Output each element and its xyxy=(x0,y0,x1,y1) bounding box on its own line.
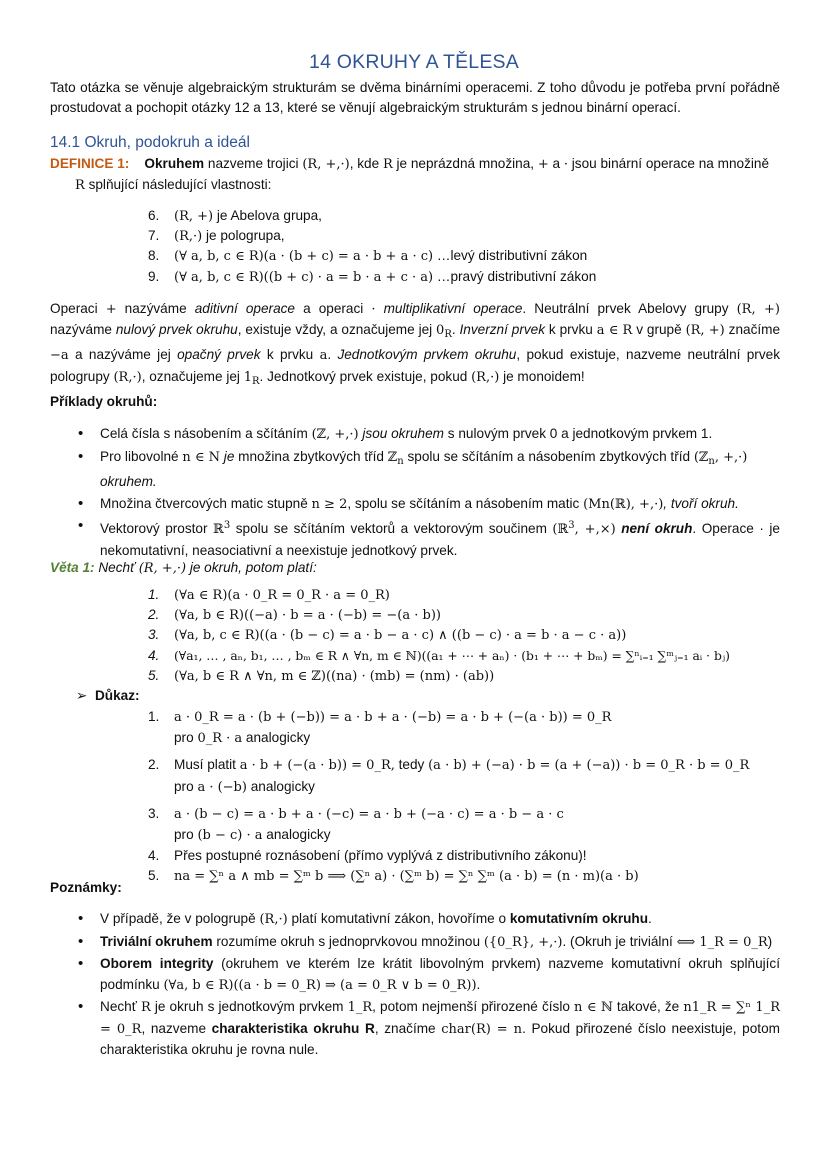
list-item: 4. Přes postupné roznásobení (přímo vyplývá z distributivního zákonu)! xyxy=(148,848,587,864)
examples-list xyxy=(76,424,780,562)
definition-paragraph xyxy=(50,154,780,196)
list-item: • Pro libovolné n ∈ N je množina zbytkových tříd ℤ$_n$ spolu se sčítáním a násobením zbytkových tříd (ℤ$_n$, +,·) okruhem. xyxy=(76,447,780,492)
definition-math: R xyxy=(75,178,85,194)
notes-heading: Poznámky: xyxy=(50,880,122,895)
list-item: 6. (R, +) je Abelova grupa, xyxy=(148,208,322,224)
definition-text: je neprázdná množina, xyxy=(392,156,538,171)
definition-math: R xyxy=(382,157,393,172)
definition-text: a xyxy=(548,156,564,171)
list-item: • Nechť R je okruh s jednotkovým prvkem 1_R, potom nejmenší přirozené číslo n ∈ ℕ takové, že n1_R = ∑ⁿ 1_R = 0_R, nazveme charakteristika okruhu R, značíme char(R) = n. Pokud přirozené číslo neexistuje, potom charakteristika okruhu je rovna nule. xyxy=(76,997,780,1060)
proof-heading: ➢ Důkaz: xyxy=(76,688,140,703)
definition-properties xyxy=(148,206,596,287)
definition-math: · xyxy=(563,157,568,172)
list-item: 1. (∀a ∈ R)(a · 0_R = 0_R · a = 0_R) xyxy=(148,587,390,603)
proof-items xyxy=(148,707,749,888)
list-item: 7. (R,·) je pologrupa, xyxy=(148,228,285,245)
list-item: 3. a · (b − c) = a · b + a · (−c) = a · b + (−a · c) = a · b − a · c pro (b − c) · a analogicky xyxy=(148,805,564,844)
list-item: 8. (∀ a, b, c ∈ R)(a · (b + c) = a · b + a · c) …levý distributivní zákon xyxy=(148,248,588,265)
list-item: • Oborem integrity (okruhem ve kterém lze krátit libovolným prvkem) nazveme komutativní okruh splňující podmínku (∀a, b ∈ R)((a · b = 0_R) ⇒ (a = 0_R ∨ b = 0_R)). xyxy=(76,954,780,995)
definition-math: (R, +,·) xyxy=(302,157,350,172)
list-item: • Celá čísla s násobením a sčítáním (ℤ, +,·) jsou okruhem s nulovým prvek 0 a jednotkovým prvkem 1. xyxy=(76,424,780,445)
list-item: 4. (∀a₁, … , aₙ, b₁, … , bₘ ∈ R ∧ ∀n, m ∈ ℕ)((a₁ + ⋯ + aₙ) · (b₁ + ⋯ + bₘ) = ∑ⁿᵢ₌₁ ∑ᵐⱼ₌₁ aᵢ · bⱼ) xyxy=(148,647,730,663)
definition-math: + xyxy=(537,157,549,172)
definition-label: DEFINICE 1: xyxy=(50,156,130,171)
theorem-statement: Věta 1: Nechť (R, +,·) je okruh, potom platí: xyxy=(50,560,317,576)
list-item: 1. a · 0_R = a · (b + (−b)) = a · b + a · (−b) = a · b + (−(a · b)) = 0_R pro 0_R · a analogicky xyxy=(148,709,612,747)
section-heading: 14.1 Okruh, podokruh a ideál xyxy=(50,134,250,151)
list-item: • Triviální okruhem rozumíme okruh s jednoprvkovou množinou ({0_R}, +,·). (Okruh je triviální ⟺ 1_R = 0_R) xyxy=(76,932,780,953)
theorem-items xyxy=(148,585,730,686)
list-item: 9. (∀ a, b, c ∈ R)((b + c) · a = b · a + c · a) …pravý distributivní zákon xyxy=(148,268,597,285)
list-item: • Vektorový prostor ℝ$^3$ spolu se sčítáním vektorů a vektorovým součinem (ℝ$^3$, +,×) není okruh. Operace · je nekomutativní, neasociativní a neexistuje jednotkový prvek. xyxy=(76,516,780,560)
definition-text: nazveme trojici xyxy=(204,156,303,171)
list-item: • V případě, že v pologrupě (R,·) platí komutativní zákon, hovoříme o komutativním okruhu. xyxy=(76,909,780,930)
arrow-bullet-icon: ➢ xyxy=(76,688,88,703)
chapter-title: 14 OKRUHY A TĚLESA xyxy=(309,51,519,73)
examples-heading: Příklady okruhů: xyxy=(50,394,158,409)
definition-term: Okruhem xyxy=(144,156,205,171)
list-item: 3. (∀a, b, c ∈ R)((a · (b − c) = a · b − a · c) ∧ ((b − c) · a = b · a − c · a)) xyxy=(148,627,627,644)
list-item: 2. Musí platit a · b + (−(a · b)) = 0_R, tedy (a · b) + (−a) · b = (a + (−a)) · b = 0_R · b = 0_R pro a · (−b) analogicky xyxy=(148,757,750,795)
definition-text: , kde xyxy=(349,156,383,171)
list-item: 5. (∀a, b ∈ R ∧ ∀n, m ∈ ℤ)((na) · (mb) = (nm) · (ab)) xyxy=(148,667,495,684)
list-item: 2. (∀a, b ∈ R)((−a) · b = a · (−b) = −(a · b)) xyxy=(148,607,441,624)
list-item: • Množina čtvercových matic stupně n ≥ 2, spolu se sčítáním a násobením matic (Mn(ℝ), +,·), tvoří okruh. xyxy=(76,494,780,515)
definition-text: splňující následující vlastnosti: xyxy=(84,177,272,193)
intro-paragraph: Tato otázka se věnuje algebraickým strukturám se dvěma binárními operacemi. Z toho důvodu je potřeba první pořádně prostudovat a pochopit otázky 12 a 13, které se věnují algebraickým strukturám s jednou binární operací. xyxy=(50,80,780,116)
definition-text: jsou binární operace na množině xyxy=(568,156,770,171)
list-item: 5. na = ∑ⁿ a ∧ mb = ∑ᵐ b ⟹ (∑ⁿ a) · (∑ᵐ b) = ∑ⁿ ∑ᵐ (a · b) = (n · m)(a · b) xyxy=(148,868,639,885)
operations-paragraph: Operaci + nazýváme aditivní operace a operaci · multiplikativní operace. Neutrální prvek Abelovy grupy (R, +) nazýváme nulový prvek okruhu, existuje vždy, a označujeme jej $0_R$. Inverzní prvek k prvku a ∈ R v grupě (R, +) značíme −a a nazýváme jej opačný prvek k prvku a. Jednotkovým prvkem okruhu, pokud existuje, nazveme neutrální prvek pologrupy (R,·), označujeme jej $1_R$. Jednotkový prvek existuje, pokud (R,·) je monoidem! xyxy=(50,301,781,387)
notes-list xyxy=(76,909,780,1061)
